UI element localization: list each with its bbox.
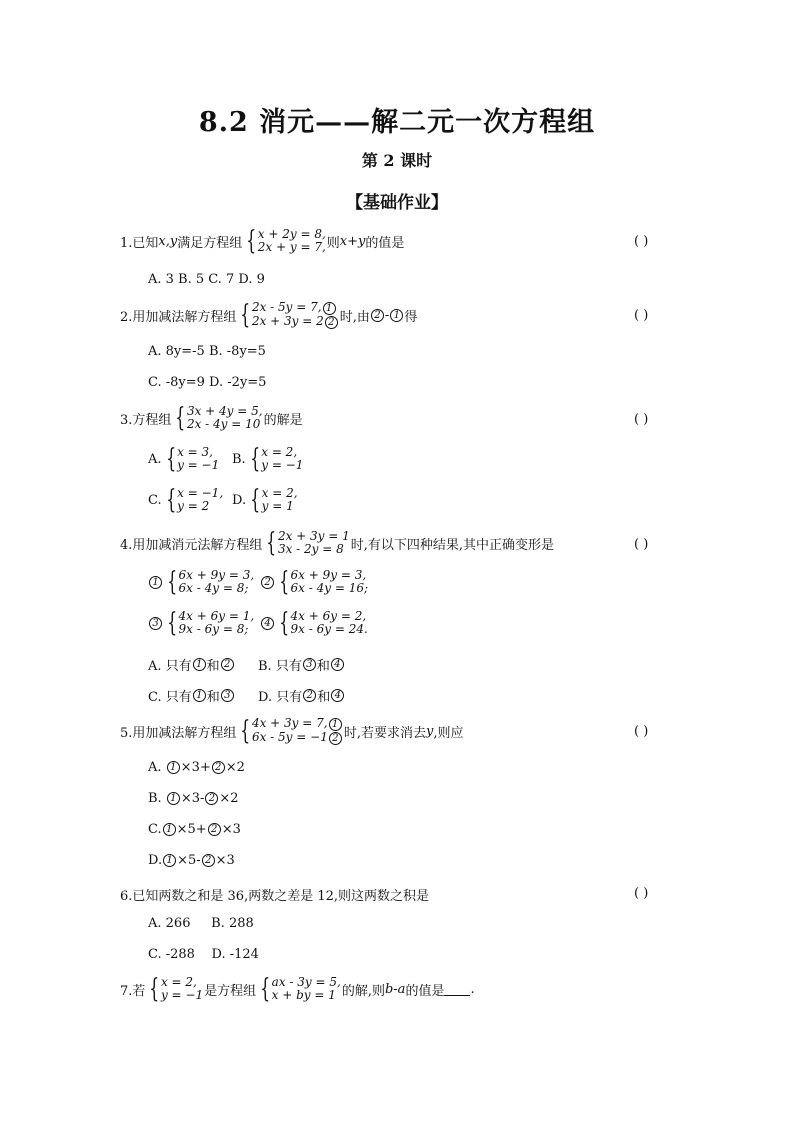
q1-options: A. 3 B. 5 C. 7 D. 9 [148,272,265,287]
q7-mid: 是方程组 [204,983,257,999]
q4-tail: 时,有以下四种结果,其中正确变形是 [350,537,555,553]
q3-option-a: A. { x = 3, y = −1 [148,444,220,474]
q4-option-d: D. 只有 2 和 4 [258,686,345,705]
q4-prefix: 4.用加减消元法解方程组 [120,537,263,553]
question-5 [120,717,463,745]
q5-option-c: C. 1 ×5+ 2 ×3 [148,822,241,837]
q4-system: { 2x + 3y = 1 3x - 2y = 8 [266,528,350,558]
q1-prefix: 1.已知 [120,235,159,251]
q7-end: . [470,981,475,997]
q2-answer-paren: ( ) [634,308,649,323]
question-2 [120,301,417,329]
q2-mark-a: 2 [371,309,384,322]
question-7 [120,976,475,1002]
q3-tail: 的解是 [263,412,303,428]
q2-system: { 2x - 5y = 7, 1 2x + 3y = 2 2 [237,301,338,329]
q6-answer-paren: ( ) [634,886,649,901]
q5-option-d: D. 1 ×5- 2 ×3 [148,853,235,868]
q1-vars: x,y [158,233,178,249]
q5-tail-b: ,则应 [433,725,464,741]
q7-solution: { x = 2, y = −1 [149,974,204,1004]
q1-suffix: 则 [326,235,340,251]
q4-option-c: C. 只有 1 和 3 [148,686,235,705]
q2-options-row1: A. 8y=-5 B. -8y=5 [148,344,266,359]
question-3 [120,405,303,431]
q7-tail-b: 的值是 [405,983,445,999]
question-1 [120,228,404,254]
q1-system: { x + 2y = 8, 2x + y = 7, [246,226,326,256]
q6-options-row2: C. -288 D. -124 [148,947,259,962]
q2-prefix: 2.用加减法解方程组 [120,309,237,325]
q3-option-b: B. { x = 2, y = −1 [232,444,304,474]
q5-option-b: B. 1 ×3- 2 ×2 [148,791,239,806]
q3-system: { 3x + 4y = 5, 2x - 4y = 10 [175,403,263,433]
q7-prefix: 7.若 [120,983,146,999]
q4-option-b: B. 只有 3 和 4 [258,655,345,674]
q4-transform-4: 4 { 4x + 6y = 2, 9x - 6y = 24. [260,610,369,636]
q5-system: { 4x + 3y = 7, 1 6x - 5y = −1 2 [237,717,342,745]
question-4 [120,530,554,556]
q4-transform-3: 3 { 4x + 6y = 1, 9x - 6y = 8; [148,610,255,636]
section-heading: 【基础作业】 [346,193,448,213]
lesson-subtitle: 第 2 课时 [361,151,433,170]
q2-options-row2: C. -8y=9 D. -2y=5 [148,375,267,390]
q7-system: { ax - 3y = 5, x + by = 1 [260,974,341,1004]
q5-option-a: A. 1 ×3+ 2 ×2 [148,760,245,775]
q7-expr: b-a [384,981,406,997]
q3-answer-paren: ( ) [634,412,649,427]
q4-answer-paren: ( ) [634,537,649,552]
q2-mark-b: 1 [390,309,403,322]
q4-transform-2: 2 { 6x + 9y = 3, 6x - 4y = 16; [260,569,369,595]
q6-options-row1: A. 266 B. 288 [148,916,254,931]
q2-suffix: 时,由 [339,309,370,325]
q1-tail: 的值是 [365,235,405,251]
question-6: 6.已知两数之和是 36,两数之差是 12,则这两数之积是 [120,889,430,904]
q4-transform-1: 1 { 6x + 9y = 3, 6x - 4y = 8; [148,569,255,595]
q3-prefix: 3.方程组 [120,412,172,428]
q2-tail: 得 [404,309,418,325]
q1-expr: x+y [339,233,366,249]
q7-answer-blank[interactable] [444,983,470,996]
q3-option-c: C. { x = −1, y = 2 [148,485,224,515]
page-title: 8.2 消元——解二元一次方程组 [198,107,596,138]
q5-var: y [425,723,434,739]
q3-option-d: D. { x = 2, y = 1 [232,485,298,515]
q1-mid: 满足方程组 [177,235,243,251]
q2-sep: - [384,307,390,323]
q7-tail-a: 的解,则 [341,983,385,999]
q1-answer-paren: ( ) [634,234,649,249]
q4-option-a: A. 只有 1 和 2 [148,655,235,674]
q5-prefix: 5.用加减法解方程组 [120,725,237,741]
q5-tail-a: 时,若要求消去 [343,725,426,741]
q5-answer-paren: ( ) [634,724,649,739]
